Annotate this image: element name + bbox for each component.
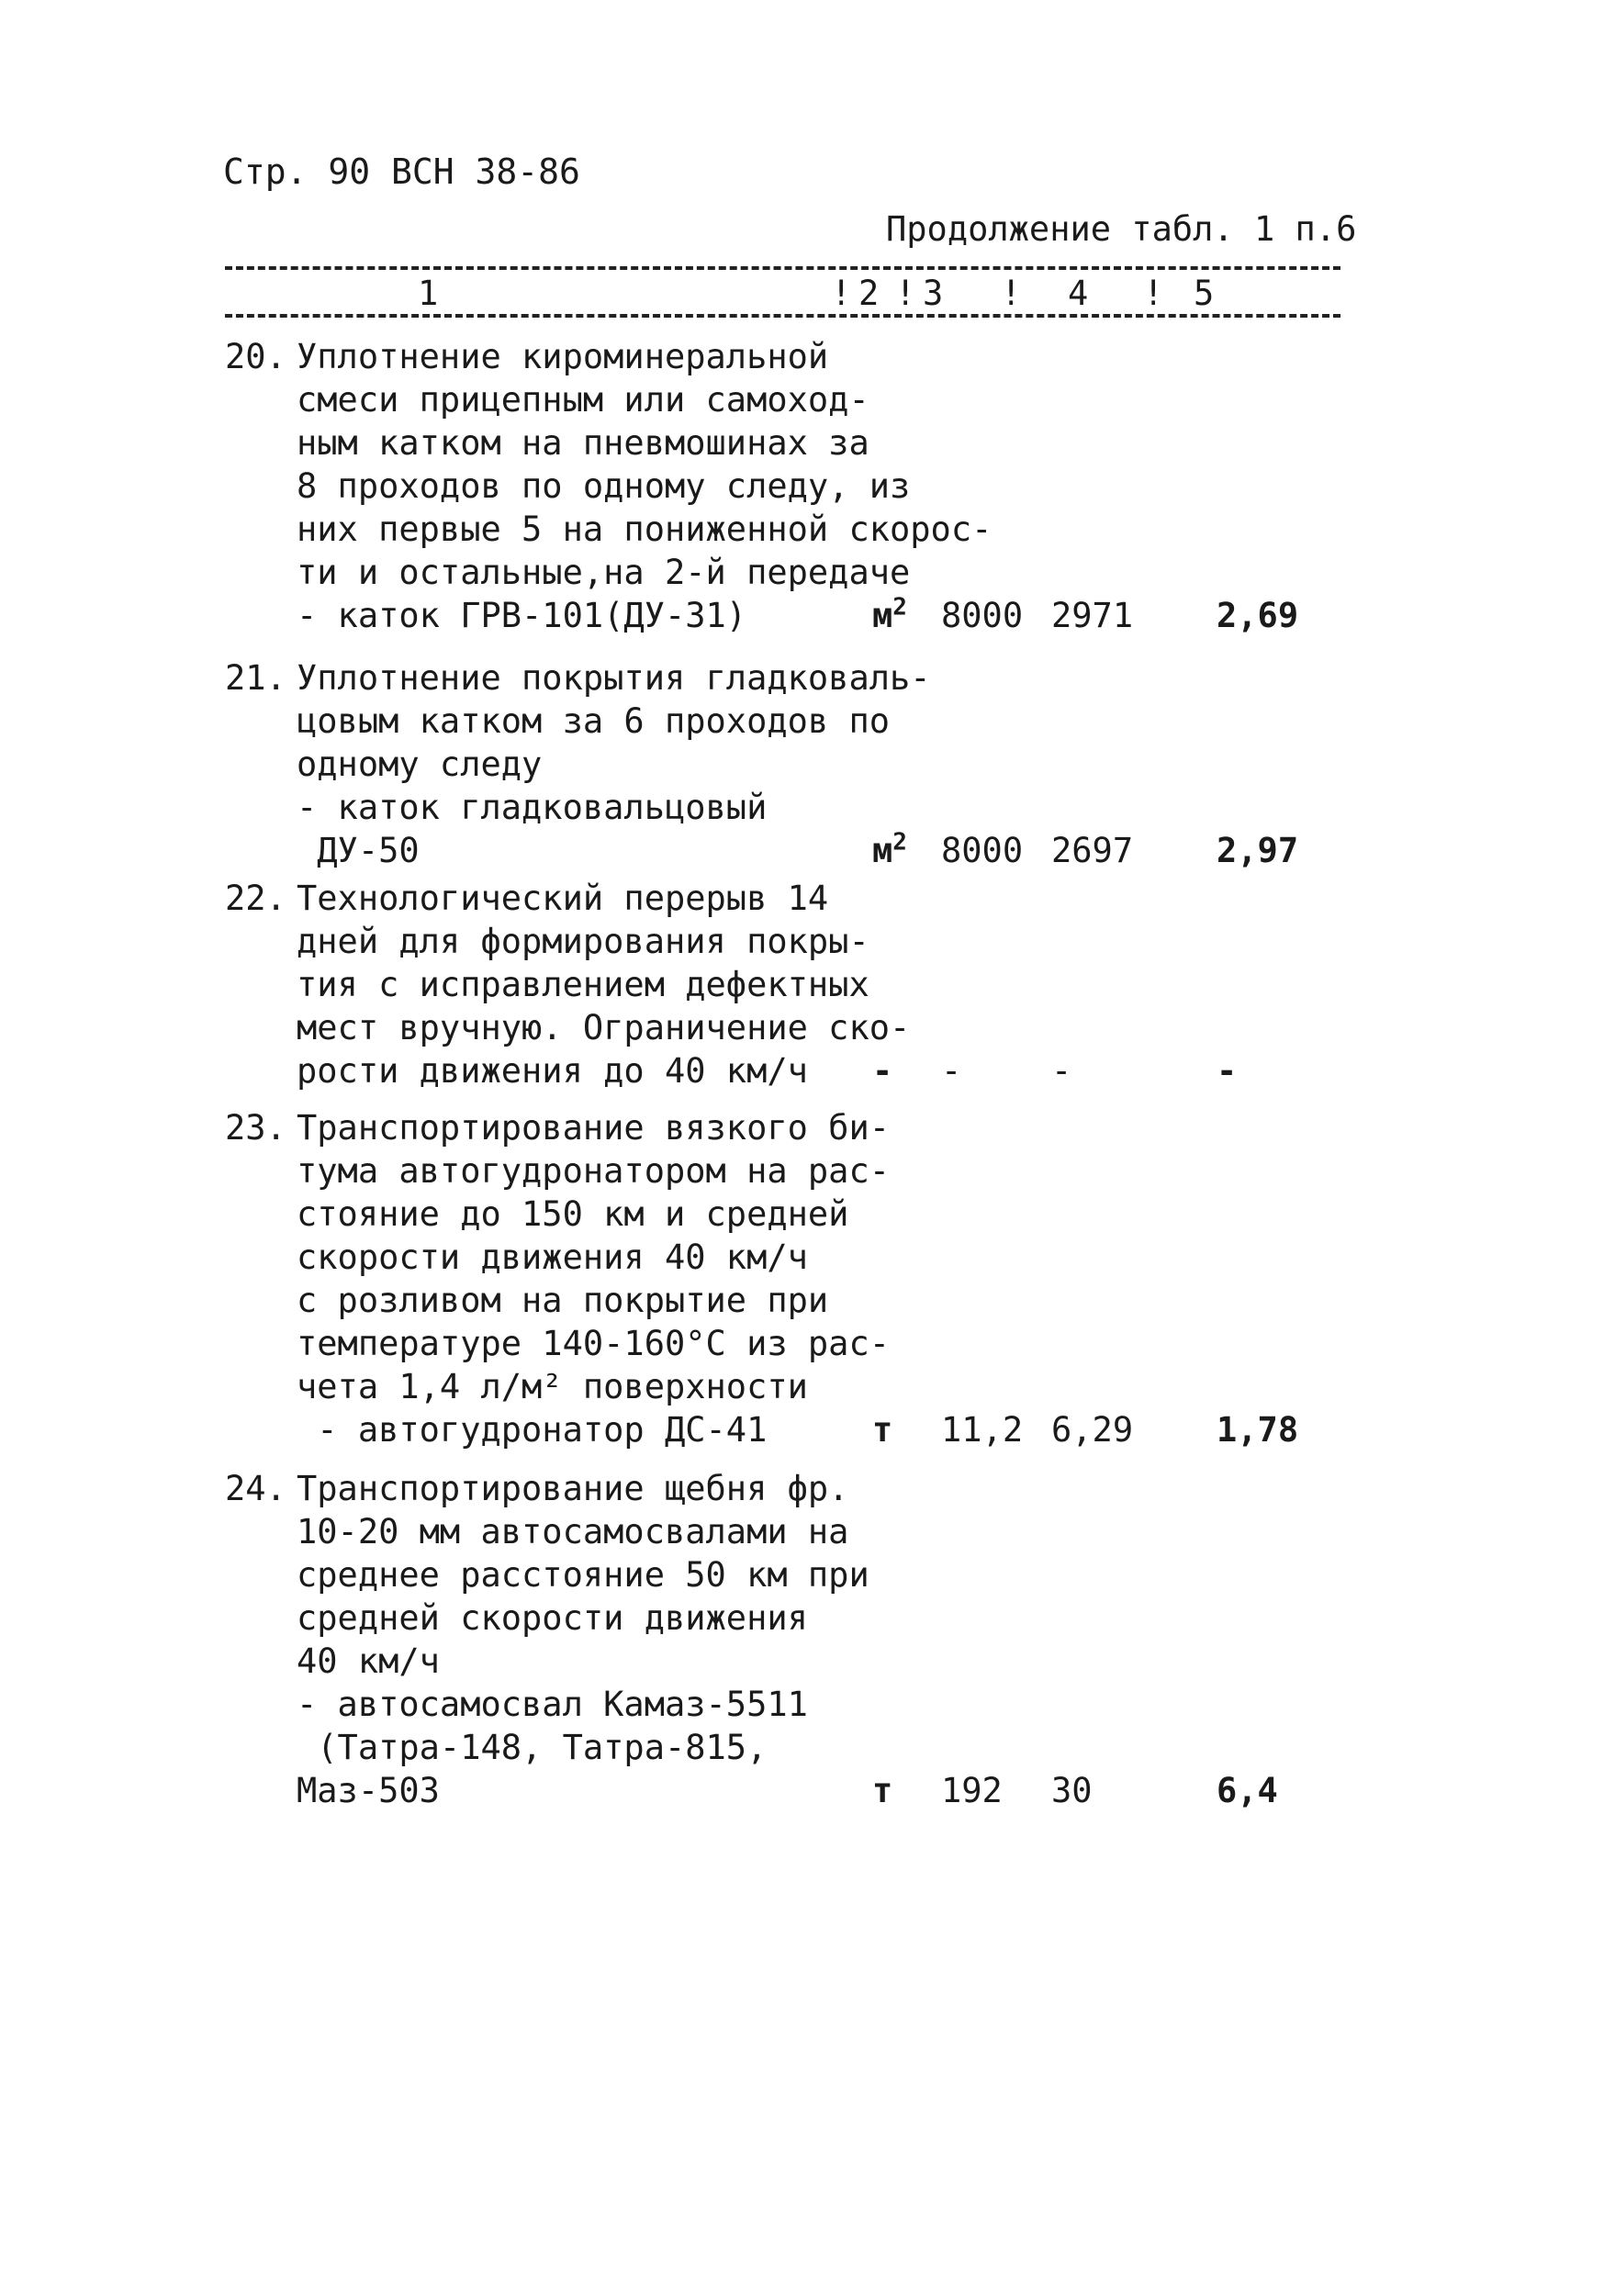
column-header-3: 3	[923, 274, 944, 313]
norm-cell: 30	[1051, 1771, 1093, 1810]
row-number: 24.	[225, 1469, 286, 1508]
description-line: них первые 5 на пониженной скорос-	[297, 510, 993, 549]
description-line: цовым катком за 6 проходов по	[297, 701, 891, 741]
row-description	[297, 1106, 893, 1451]
description-line: Маз-503	[297, 1771, 440, 1810]
description-line: - автосамосвал Камаз-5511	[297, 1685, 808, 1724]
row-number: 22.	[225, 879, 286, 918]
row-number: 21.	[225, 658, 286, 698]
quantity-cell: 192	[941, 1771, 1003, 1810]
row-description	[297, 656, 931, 872]
value-cell: 6,4	[1217, 1771, 1278, 1810]
description-line: тума автогудронатором на рас-	[297, 1151, 891, 1191]
table-rule-bottom	[225, 314, 1340, 318]
row-number: 23.	[225, 1108, 286, 1148]
quantity-cell: 8000	[941, 831, 1024, 870]
description-line: Транспортирование вязкого би-	[297, 1108, 891, 1148]
column-header-1: 1	[418, 274, 439, 313]
quantity-cell: 8000	[941, 596, 1024, 635]
description-line: Транспортирование щебня фр.	[297, 1469, 849, 1508]
unit-cell: $м^2$	[872, 593, 907, 635]
description-line: температуре 140-160°С из рас-	[297, 1324, 891, 1363]
description-line: 40 км/ч	[297, 1641, 440, 1681]
table-caption: Продолжение табл. 1 п.6	[886, 209, 1357, 249]
value-cell: 2,69	[1217, 596, 1299, 635]
row-number: 20.	[225, 337, 286, 376]
column-header-4: 4	[1068, 274, 1089, 313]
description-line: дней для формирования покры-	[297, 922, 869, 961]
row-description	[297, 1467, 869, 1812]
unit-cell: -	[872, 1051, 893, 1091]
description-line: среднее расстояние 50 км при	[297, 1555, 869, 1595]
description-line: ти и остальные,на 2-й передаче	[297, 553, 911, 592]
column-separator: !	[1001, 274, 1022, 313]
unit-cell: т	[872, 1771, 893, 1810]
column-header-5: 5	[1194, 274, 1215, 313]
column-separator: !	[1143, 274, 1164, 313]
unit-cell: т	[872, 1410, 893, 1450]
description-line: одному следу	[297, 745, 543, 784]
description-line: 10-20 мм автосамосвалами на	[297, 1512, 849, 1551]
description-line: ДУ-50	[297, 831, 420, 870]
description-line: мест вручную. Ограничение ско-	[297, 1008, 911, 1047]
value-cell: -	[1217, 1051, 1238, 1091]
description-line: стояние до 150 км и средней	[297, 1194, 849, 1234]
description-line: чета 1,4 л/м² поверхности	[297, 1367, 808, 1406]
norm-cell: 6,29	[1051, 1410, 1134, 1450]
column-separator: !	[831, 274, 852, 313]
row-description	[297, 335, 992, 637]
quantity-cell: -	[941, 1051, 962, 1091]
description-line: Уплотнение кироминеральной	[297, 337, 829, 376]
description-line: (Татра-148, Татра-815,	[297, 1728, 768, 1767]
column-header-2: 2	[858, 274, 880, 313]
norm-cell: -	[1051, 1051, 1072, 1091]
description-line: 8 проходов по одному следу, из	[297, 466, 911, 506]
description-line: смеси прицепным или самоход-	[297, 380, 869, 420]
description-line: - каток гладковальцовый	[297, 788, 768, 827]
value-cell: 1,78	[1217, 1410, 1299, 1450]
column-separator: !	[895, 274, 916, 313]
table-rule-top	[225, 266, 1340, 270]
unit-cell: $м^2$	[872, 828, 907, 870]
norm-cell: 2697	[1051, 831, 1134, 870]
description-line: средней скорости движения	[297, 1598, 808, 1638]
description-line: скорости движения 40 км/ч	[297, 1238, 808, 1277]
description-line: - автогудронатор ДС-41	[297, 1410, 768, 1450]
description-line: с розливом на покрытие при	[297, 1281, 829, 1320]
page-header: Стр. 90 ВСН 38-86	[223, 151, 580, 192]
description-line: рости движения до 40 км/ч	[297, 1051, 808, 1091]
description-line: тия с исправлением дефектных	[297, 965, 869, 1004]
quantity-cell: 11,2	[941, 1410, 1024, 1450]
description-line: Технологический перерыв 14	[297, 879, 829, 918]
description-line: Уплотнение покрытия гладковаль-	[297, 658, 931, 698]
description-line: ным катком на пневмошинах за	[297, 423, 869, 463]
row-description	[297, 877, 910, 1092]
value-cell: 2,97	[1217, 831, 1299, 870]
description-line: - каток ГРВ-101(ДУ-31)	[297, 596, 747, 635]
norm-cell: 2971	[1051, 596, 1134, 635]
